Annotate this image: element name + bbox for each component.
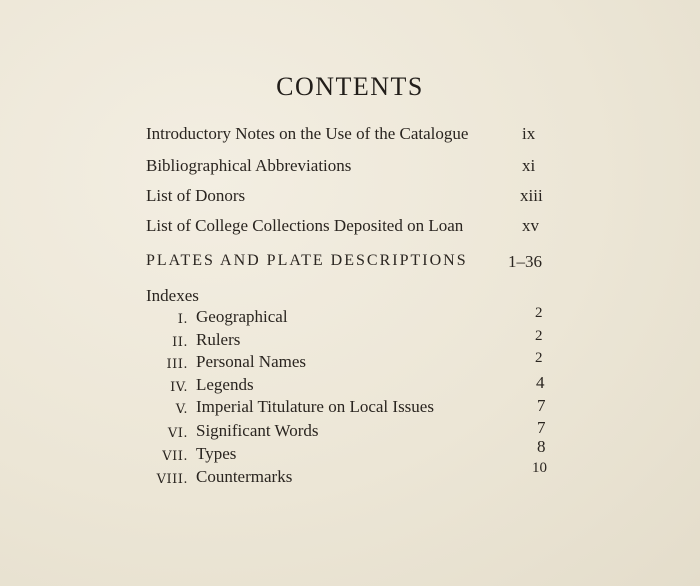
index-item-page [532,460,547,477]
toc-entry [146,186,245,206]
index-item-page [537,418,546,438]
index-item-label: Imperial Titulature on Local Issues [196,397,434,416]
index-item [196,467,292,487]
index-item-label: Types [196,444,237,463]
index-item-page [535,305,543,322]
index-item-label: Significant Words [196,421,319,440]
index-numeral: III. [166,357,188,372]
toc-page-number: 10 [532,460,547,476]
index-item [196,397,434,417]
toc-section-indexes [146,286,199,306]
toc-page-number: 2 [535,328,543,344]
index-numeral: I. [177,312,188,327]
index-item-label: Personal Names [196,352,307,371]
toc-page-number: 2 [535,350,543,366]
toc-entry-page [508,252,542,272]
toc-entry-label: Bibliographical Abbreviations [146,156,352,175]
index-item [196,352,306,372]
toc-page-number: xv [522,216,539,235]
toc-page-number: 7 [537,418,546,437]
toc-entry-label: Introductory Notes on the Use of the Catalogue [146,124,469,143]
index-numeral: II. [172,335,188,350]
toc-entry-label: PLATES AND PLATE DESCRIPTIONS [146,252,468,269]
index-numeral: VIII. [156,472,188,487]
index-item [196,375,254,395]
index-numeral: V. [175,402,188,417]
index-numeral: VII. [162,449,188,464]
index-item-page [536,373,545,393]
index-item [196,330,240,350]
indexes-heading: Indexes [146,286,199,305]
index-item-label: Countermarks [196,467,293,486]
index-item [196,444,236,464]
index-item-page [537,396,546,416]
index-numeral: IV. [170,380,188,395]
index-item-label: Legends [196,375,254,394]
toc-entry-page [520,186,543,206]
page-title: CONTENTS [276,72,424,101]
index-numeral: VI. [167,426,188,441]
toc-page-number: 1–36 [508,252,542,271]
toc-entry-page [522,124,535,144]
index-item-label: Geographical [196,307,288,326]
toc-page-number: 2 [535,305,543,321]
toc-entry-page [522,156,535,176]
toc-entry-label: List of Donors [146,186,246,205]
index-item-page [537,437,546,457]
toc-page-number: 4 [536,373,545,392]
toc-entry [146,156,351,176]
toc-page-number: 8 [537,437,546,456]
toc-entry-page [522,216,539,236]
index-item-page [535,350,543,367]
toc-entry-label: List of College Collections Deposited on Loan [146,216,464,235]
index-item-page [535,328,543,345]
index-item [196,307,288,327]
toc-section-plates [146,252,468,270]
toc-page-number: ix [522,124,536,143]
toc-entry [146,216,463,236]
toc-page-number: xiii [520,186,543,205]
toc-page-number: 7 [537,396,546,415]
index-item [196,421,319,441]
toc-page-number: xi [522,156,536,175]
index-item-label: Rulers [196,330,241,349]
